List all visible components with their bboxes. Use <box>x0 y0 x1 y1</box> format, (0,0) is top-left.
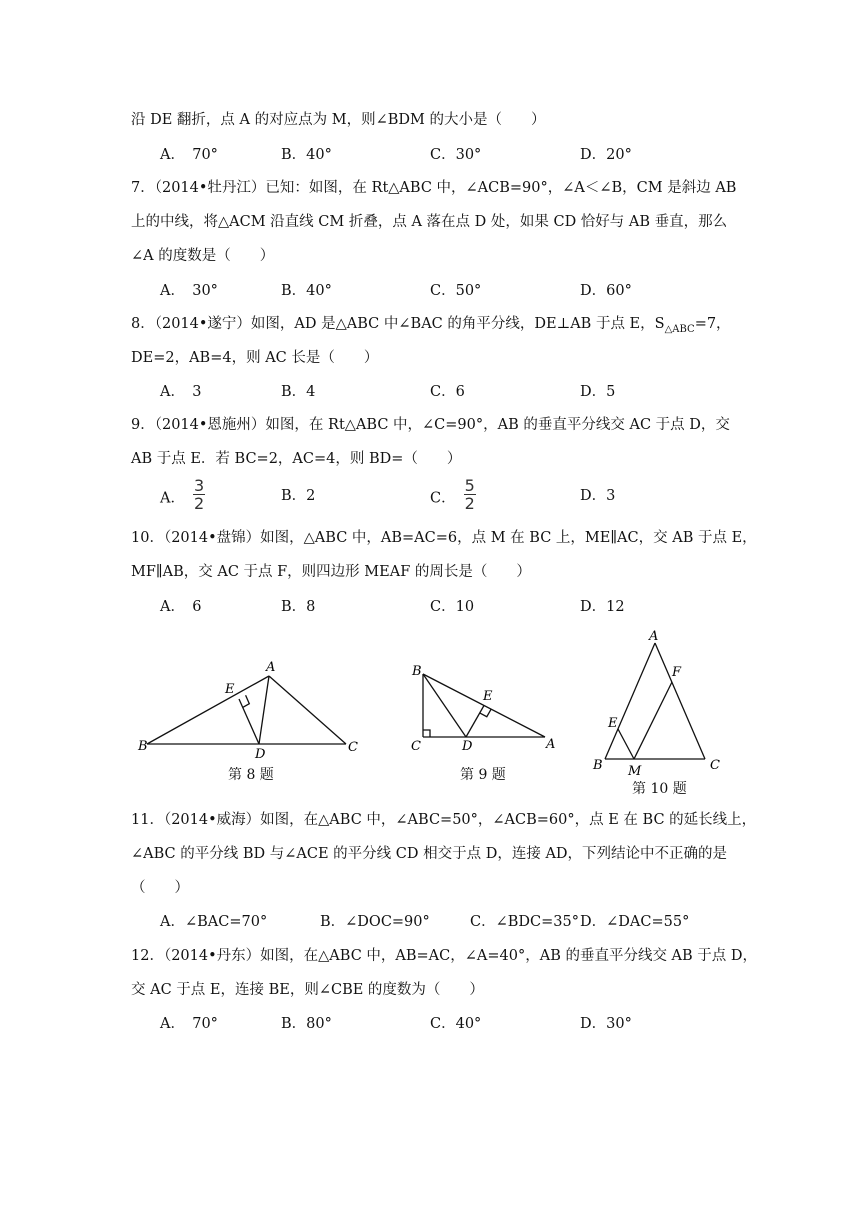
fig8-segment-ac <box>269 676 346 744</box>
q9-option-c[interactable]: C． $\frac{5}{2}$ <box>430 476 475 513</box>
fig8-segment-ed <box>239 699 259 744</box>
fig10-segment-mf <box>634 682 672 759</box>
q8-option-b[interactable]: B．4 <box>281 384 316 400</box>
q7-line-1: 7．（2014•牡丹江）已知：如图，在 Rt△ABC 中，∠ACB=90°，∠A＜∠B，CM 是斜边 AB <box>131 180 737 196</box>
fig9-label-b: B <box>412 664 422 679</box>
q9-option-a[interactable]: A． $\frac{3}{2}$ <box>160 476 205 513</box>
q7-options <box>160 281 760 305</box>
q12-option-d[interactable]: D．30° <box>580 1016 632 1032</box>
q11-option-c[interactable]: C．∠BDC=35° <box>470 914 579 930</box>
q8-option-a[interactable]: A． 3 <box>160 384 202 400</box>
fig8-label-e: E <box>225 682 235 697</box>
q7-option-b[interactable]: B．40° <box>281 283 332 299</box>
q8-option-d[interactable]: D．5 <box>580 384 616 400</box>
q7-line-2: 上的中线，将△ACM 沿直线 CM 折叠，点 A 落在点 D 处，如果 CD 恰好与 AB 垂直，那么 <box>131 214 728 230</box>
q10-option-a[interactable]: A． 6 <box>160 599 202 615</box>
fig10-caption: 第 10 题 <box>632 781 687 797</box>
q11-option-b[interactable]: B．∠DOC=90° <box>320 914 430 930</box>
q10-option-b[interactable]: B．8 <box>281 599 316 615</box>
q7-option-a[interactable]: A． 30° <box>160 283 218 299</box>
fraction-five-halves: $\frac{5}{2}$ <box>464 476 475 513</box>
figure-10 <box>588 625 738 777</box>
fig8-label-a: A <box>266 660 276 675</box>
q10-line-2: MF∥AB，交 AC 于点 F，则四边形 MEAF 的周长是（ ） <box>131 564 531 580</box>
fig10-label-m: M <box>628 764 642 777</box>
q12-line-1: 12．（2014•丹东）如图，在△ABC 中，AB=AC，∠A=40°，AB 的垂直平分线交 AB 于点 D， <box>131 948 758 964</box>
fig10-label-c: C <box>710 758 720 773</box>
q10-options <box>160 597 760 621</box>
q9-option-d[interactable]: D．3 <box>580 488 616 504</box>
q12-option-a[interactable]: A． 70° <box>160 1016 218 1032</box>
q11-line-2: ∠ABC 的平分线 BD 与∠ACE 的平分线 CD 相交于点 D，连接 AD，下列结论中不正确的是 <box>131 846 728 862</box>
fig10-segment-me <box>618 729 634 759</box>
q6-option-a[interactable]: A． 70° <box>160 147 218 163</box>
q6-options <box>160 145 760 169</box>
q9-line-1: 9．（2014•恩施州）如图，在 Rt△ABC 中，∠C=90°，AB 的垂直平分线交 AC 于点 D，交 <box>131 417 730 433</box>
fig8-right-angle-mark <box>243 695 250 707</box>
q11-option-a[interactable]: A．∠BAC=70° <box>160 914 268 930</box>
fig8-segment-ad <box>259 676 269 744</box>
q11-line-1: 11．（2014•威海）如图，在△ABC 中，∠ABC=50°，∠ACB=60°，点 E 在 BC 的延长线上， <box>131 812 757 828</box>
q12-line-2: 交 AC 于点 E，连接 BE，则∠CBE 的度数为（ ） <box>131 982 484 998</box>
q12-option-b[interactable]: B．80° <box>281 1016 332 1032</box>
q11-options <box>160 912 760 936</box>
q12-option-c[interactable]: C．40° <box>430 1016 482 1032</box>
figure-9 <box>405 658 565 753</box>
fig8-segment-ba <box>147 676 269 744</box>
figure-8 <box>135 655 365 760</box>
q12-options <box>160 1014 760 1038</box>
q9-options <box>160 476 760 514</box>
q11-option-d[interactable]: D．∠DAC=55° <box>580 914 690 930</box>
fig8-label-c: C <box>348 740 358 755</box>
fig9-segment-bd <box>423 674 466 737</box>
fig10-label-f: F <box>672 665 682 680</box>
fig9-label-d: D <box>462 739 473 753</box>
fig10-label-e: E <box>608 716 618 731</box>
q6-option-d[interactable]: D．20° <box>580 147 632 163</box>
q10-option-d[interactable]: D．12 <box>580 599 625 615</box>
q11-line-3: （ ） <box>131 880 189 896</box>
q8-line-2: DE=2，AB=4，则 AC 长是（ ） <box>131 350 379 366</box>
fig10-label-a: A <box>649 629 659 644</box>
q10-option-c[interactable]: C．10 <box>430 599 475 615</box>
q9-line-2: AB 于点 E．若 BC=2，AC=4，则 BD=（ ） <box>131 451 462 467</box>
q7-option-c[interactable]: C．50° <box>430 283 482 299</box>
fig9-segment-ed <box>466 706 484 738</box>
q6-option-b[interactable]: B．40° <box>281 147 332 163</box>
q8-line-1: 8．（2014•遂宁）如图，AD 是△ABC 中∠BAC 的角平分线，DE⊥AB 于点 E，$S_{\triangle ABC}=7$， <box>131 316 731 335</box>
q6-text: 沿 DE 翻折，点 A 的对应点为 M，则∠BDM 的大小是（ ） <box>131 112 546 128</box>
q10-line-1: 10．（2014•盘锦）如图，△ABC 中，AB=AC=6，点 M 在 BC 上，ME∥AC，交 AB 于点 E， <box>131 530 757 546</box>
fig9-caption: 第 9 题 <box>460 767 506 783</box>
q9-option-b[interactable]: B．2 <box>281 488 316 504</box>
fig8-caption: 第 8 题 <box>228 767 274 783</box>
fig9-label-c: C <box>411 739 421 753</box>
area-subscript: △ABC <box>664 323 695 335</box>
q8-options <box>160 382 760 406</box>
fig9-label-e: E <box>483 689 493 704</box>
q7-option-d[interactable]: D．60° <box>580 283 632 299</box>
fraction-three-halves: $\frac{3}{2}$ <box>193 476 205 513</box>
q7-line-3: ∠A 的度数是（ ） <box>131 248 275 264</box>
fig9-right-angle-mark-c <box>423 730 430 737</box>
fig9-label-a: A <box>546 737 556 752</box>
fig10-segment-ab <box>605 643 655 759</box>
fig8-label-d: D <box>255 747 266 760</box>
q8-option-c[interactable]: C．6 <box>430 384 465 400</box>
fig10-label-b: B <box>593 758 603 773</box>
q6-option-c[interactable]: C．30° <box>430 147 482 163</box>
fig8-label-b: B <box>138 739 148 754</box>
